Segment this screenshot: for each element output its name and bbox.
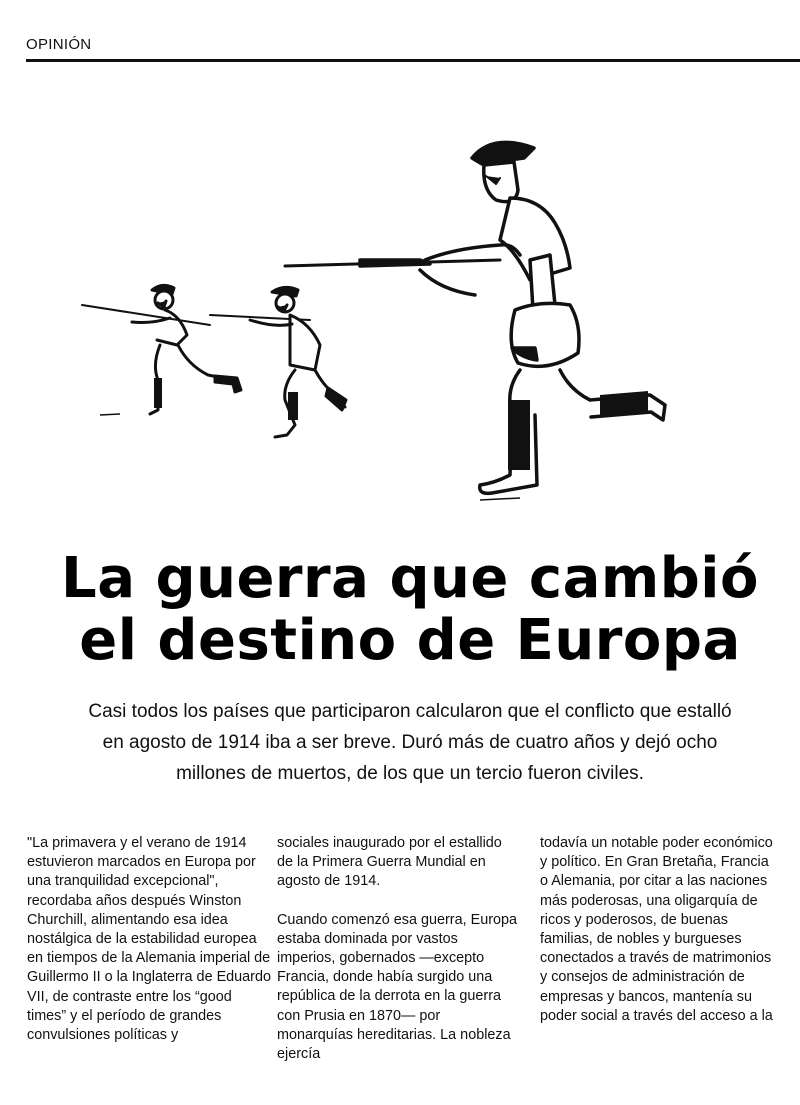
soldiers-charging-illustration [60, 120, 760, 520]
body-column-2 [277, 834, 517, 1064]
large-soldier-right [285, 142, 665, 493]
article-standfirst: Casi todos los países que participaron calcularon que el conflicto que estalló en agosto de 1914 iba a ser breve. Duró más de cuatro años y dejó ocho millones de muertos, de los que un tercio fueron civiles. [88, 701, 732, 784]
paragraph: "La primavera y el verano de 1914 estuvieron marcados en Europa por una tranquilidad excepcional", recordaba años después Winston Churchill, alimentando esa idea nostálgica de la estabilidad europea en tiempos de la Alemania imperial de Guillermo II o la Inglaterra de Eduardo VII, de contraste entre los “good times” y el período de grandes convulsiones políticas y [27, 835, 271, 1044]
article-title: La guerra que cambió el destino de Europa [61, 546, 759, 673]
paragraph: todavía un notable poder económico y político. En Gran Bretaña, Francia o Alemania, por citar a las naciones más poderosas, una oligarquía de ricos y poderosos, de buenas familias, de nobles y burgueses conectados a través de matrimonios y consejos de administración de empresas y bancos, mantenía su poder social a través del acceso a la [540, 835, 773, 1024]
ground-marks [100, 414, 520, 500]
body-column-1 [27, 834, 273, 1064]
small-soldier-left [82, 285, 241, 414]
body-column-3 [540, 834, 775, 1064]
paragraph: sociales inaugurado por el estallido de la Primera Guerra Mundial en agosto de 1914. [277, 835, 502, 890]
paragraph: Cuando comenzó esa guerra, Europa estaba dominada por vastos imperios, gobernados —excepto Francia, donde había surgido una república de la derrota en la guerra con Prusia en 1870— por monarquías hereditarias. La nobleza ejercía [277, 911, 517, 1063]
section-label: OPINIÓN [26, 36, 92, 53]
top-rule [26, 59, 800, 62]
small-soldier-middle [210, 287, 346, 437]
